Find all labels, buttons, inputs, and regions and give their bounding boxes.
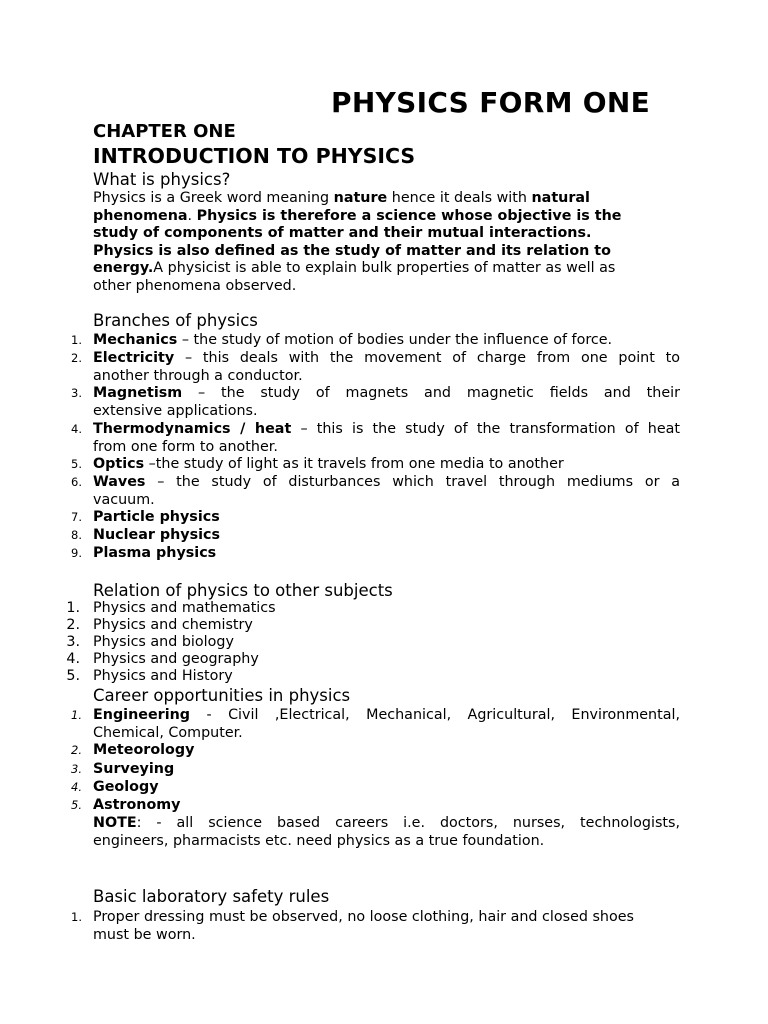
career-note: NOTE: - all science based careers i.e. doctors, nurses, technologists, engineers, pharmacists etc. need physics as a true foundation.: [93, 815, 680, 849]
what-is-physics-paragraph: Physics is a Greek word meaning nature hence it deals with natural phenomena. Physics is therefore a science whose objective is the study of components of matter and their mutual interactions. Physics is also defined as the study of matter and its relation to energy.A physicist is able to explain bulk properties of matter as well as other phenomena observed.: [93, 190, 622, 294]
branches-heading: Branches of physics: [93, 311, 258, 330]
career-heading: Career opportunities in physics: [93, 686, 351, 705]
document-title: PHYSICS FORM ONE: [331, 86, 651, 119]
document-page: PHYSICS FORM ONE CHAPTER ONE INTRODUCTION TO PHYSICS What is physics? Physics is a Greek word meaning nature hence it deals with natural phenomena. Physics is therefore a science whose objective is the study of components of matter and their mutual interactions. Physics is also defined as the study of matter and its relation to energy.A physicist is able to explain bulk properties of matter as well as other phenomena observed. Branches of physics 1. Mechanics – the study of motion of bodies under the influence of force. 2. Electricity – this deals with the movement of charge from one point to another through a conductor. 3. Magnetism – the study of magnets and magnetic fields and their extensive applications. 4. Thermodynamics / heat – this is the study of the transformation of heat from one form to another. 5. Optics –the study of light as it travels from one media to another 6. Waves – the study of disturbances which travel through mediums or a vacuum. 7. Particle physics 8. Nuclear physics 9. Plasma physics Relation of physics to other subjects 1. Physics and mathematics 2. Physics and chemistry 3. Physics and biology 4. Physics and geography 5. Physics and History Career opportunities in physics 1. Engineering - Civil ,Electrical, Mechanical, Agricultural, Environmental, Chemical, Computer. 2. Meteorology 3. Surveying 4. Geology 5. Astronomy NOTE: - all science based careers i.e. doctors, nurses, technologists, engineers, pharmacists etc. need physics as a true foundation. Basic laboratory safety rules 1. Proper dressing must be observed, no loose clothing, hair and closed shoes must be worn.: [66, 86, 680, 943]
what-is-physics-heading: What is physics?: [93, 170, 231, 189]
safety-heading: Basic laboratory safety rules: [93, 887, 330, 906]
relation-heading: Relation of physics to other subjects: [93, 581, 393, 600]
chapter-label: CHAPTER ONE: [93, 121, 236, 142]
chapter-heading: INTRODUCTION TO PHYSICS: [93, 144, 416, 168]
